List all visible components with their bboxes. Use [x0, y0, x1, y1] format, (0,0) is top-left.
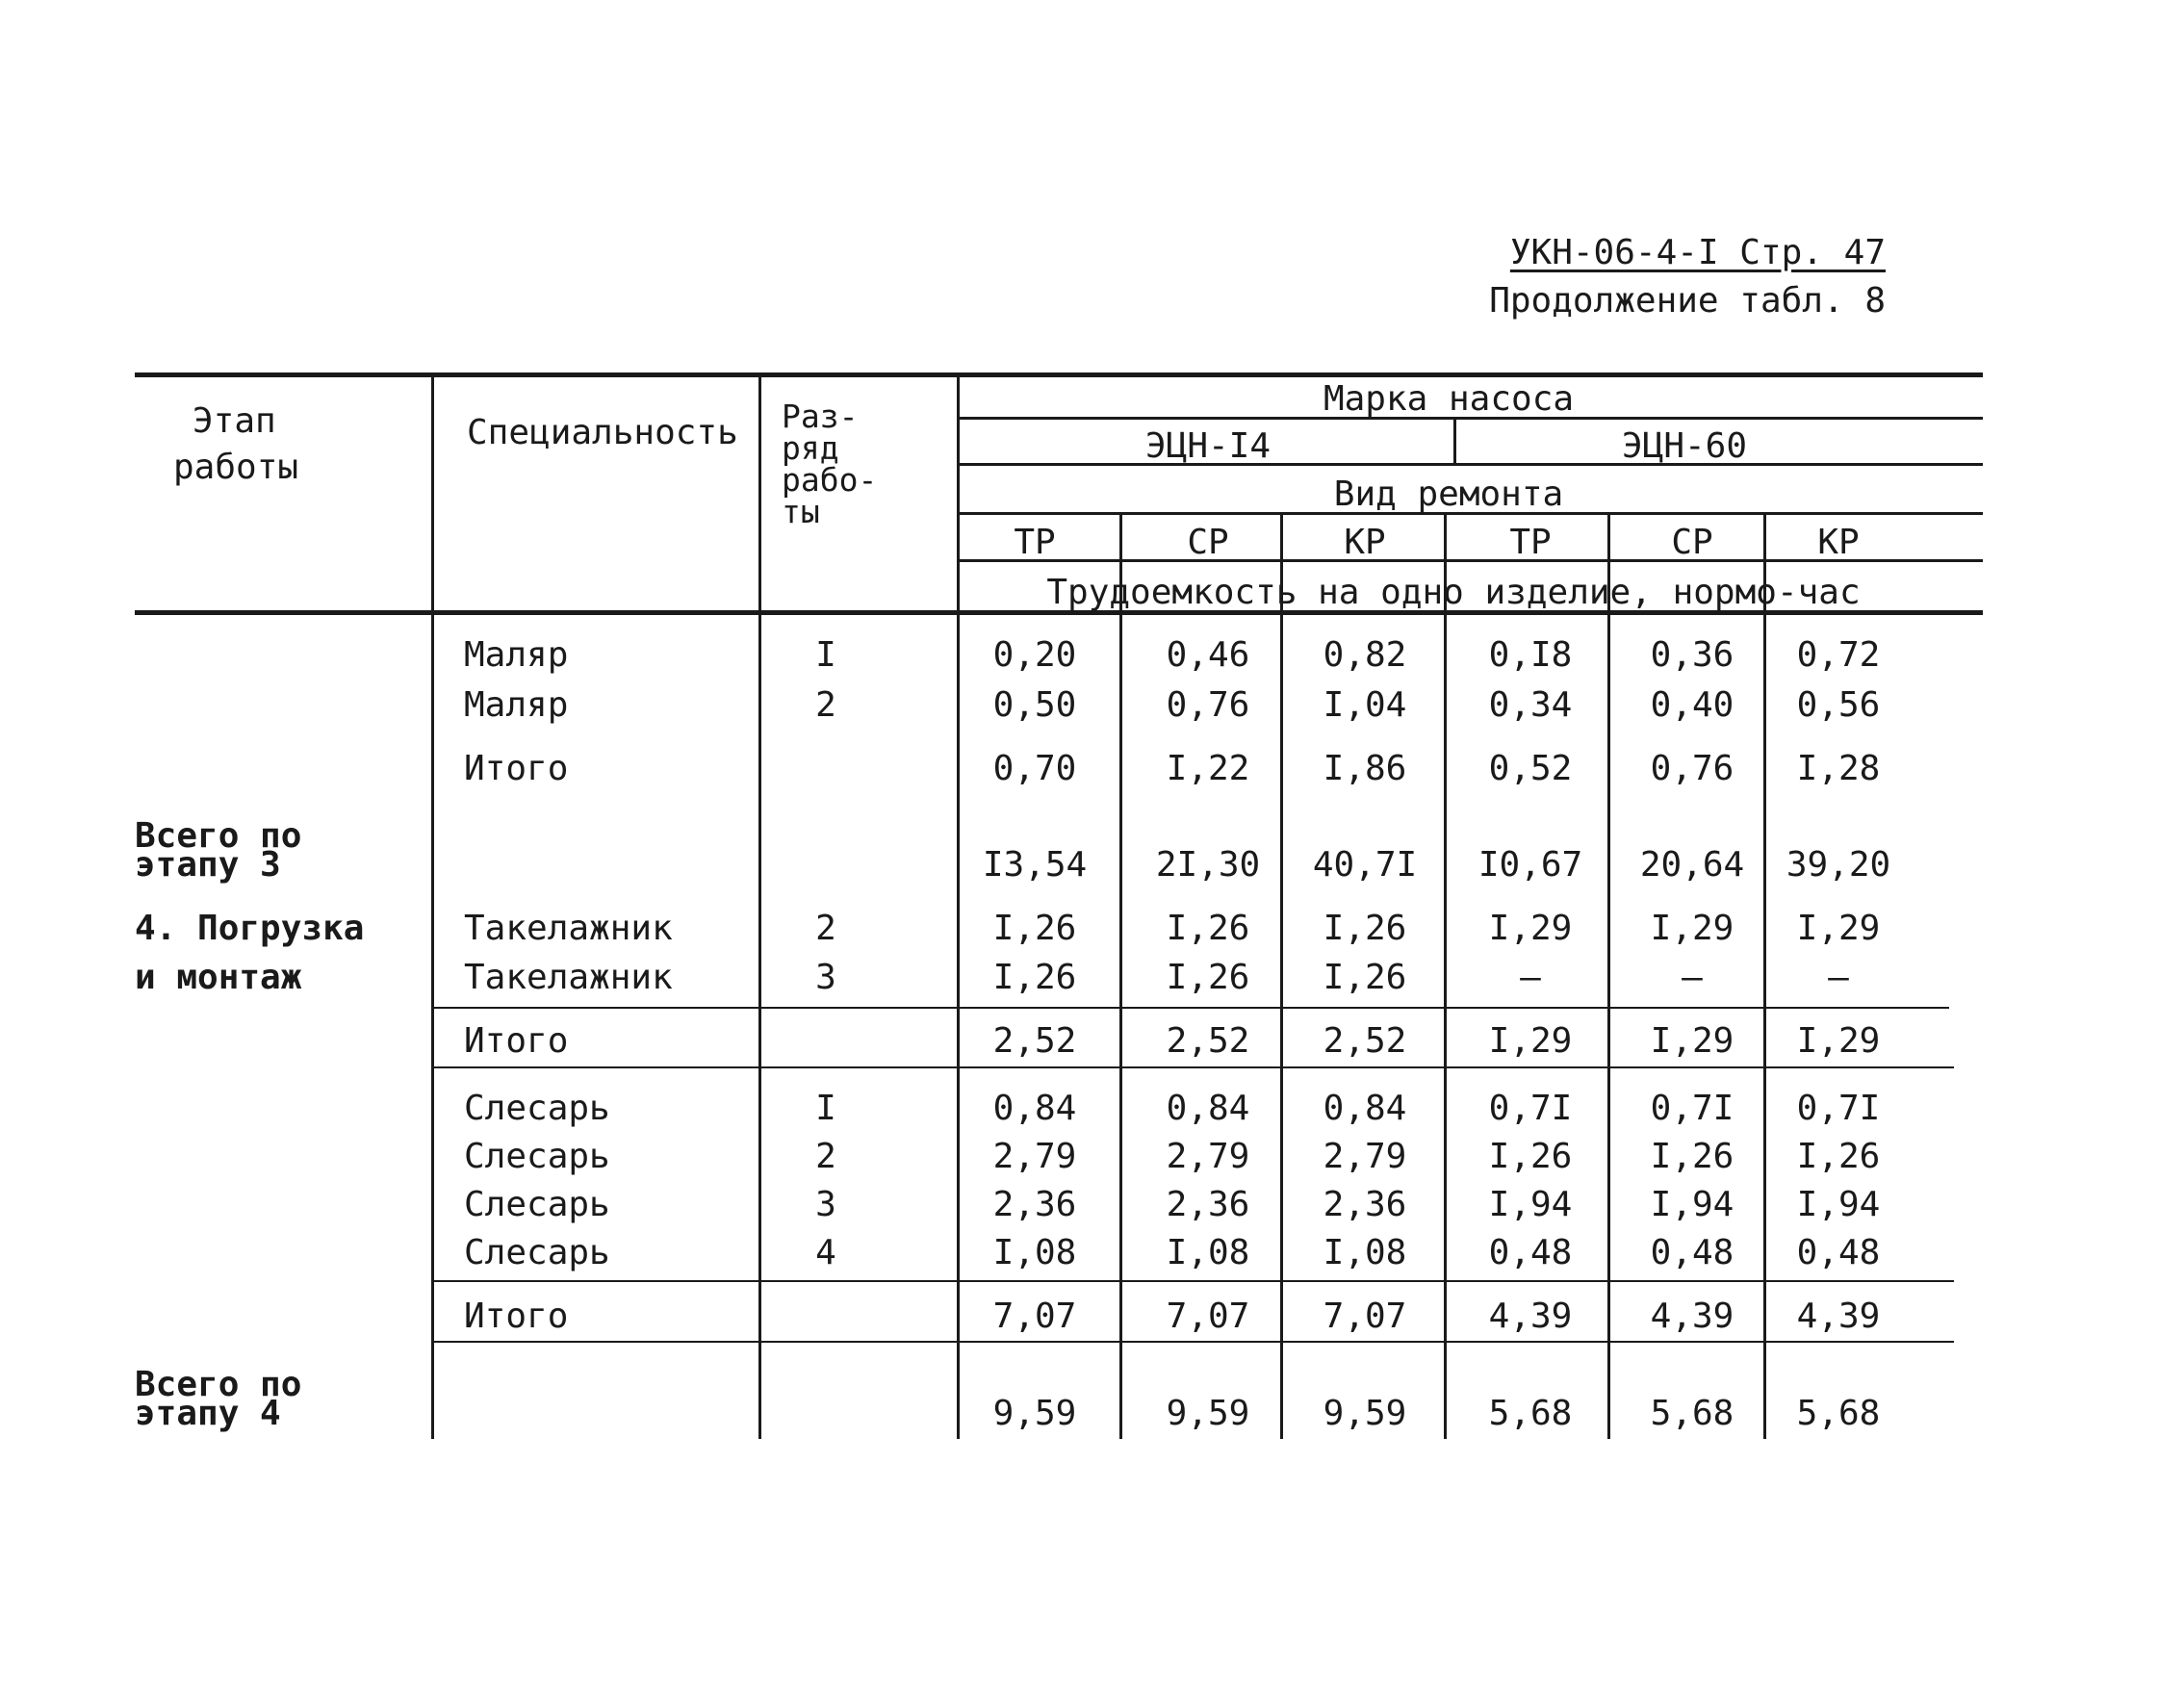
labor-value-cell: 0,76 — [1166, 685, 1250, 725]
labor-value-cell: 0,7I — [1650, 1089, 1734, 1128]
labor-value-cell: I,26 — [1796, 1137, 1881, 1176]
labor-value-cell: 2,36 — [992, 1185, 1077, 1224]
stage-total-label: этапу 4 — [135, 1394, 281, 1433]
specialty-column-divider — [431, 372, 434, 1439]
repair-code-header: ТР — [1509, 523, 1552, 562]
specialty-cell: Слесарь — [464, 1089, 610, 1128]
labor-value-cell: 0,82 — [1323, 635, 1407, 675]
labor-value-cell: I,22 — [1166, 749, 1250, 788]
grade-column-divider — [758, 372, 761, 1439]
labor-value-cell: I,26 — [992, 909, 1077, 948]
grade-header: ряд — [782, 429, 839, 467]
labor-value-cell: 9,59 — [1323, 1394, 1407, 1433]
labor-value-cell: 2,52 — [1323, 1021, 1407, 1061]
repair-code-header: КР — [1817, 523, 1860, 562]
grade-cell: 2 — [815, 1137, 836, 1176]
labor-value-cell: 4,39 — [1796, 1297, 1881, 1336]
labor-value-cell: 4,39 — [1488, 1297, 1573, 1336]
grade-cell: 2 — [815, 685, 836, 725]
pump-model-header: ЭЦН-I4 — [1144, 426, 1272, 466]
subtotal-rule-bottom — [431, 1066, 1954, 1068]
grade-cell: 3 — [815, 1185, 836, 1224]
specialty-cell: Итого — [464, 1297, 569, 1336]
labor-value-cell: 2,36 — [1323, 1185, 1407, 1224]
subtotal-rule-top — [431, 1280, 1954, 1282]
labor-value-cell: I,28 — [1796, 749, 1881, 788]
labor-value-cell: 2,79 — [992, 1137, 1077, 1176]
labor-value-cell: 0,I8 — [1488, 635, 1573, 675]
grade-cell: 4 — [815, 1233, 836, 1272]
labor-value-cell: 2,52 — [1166, 1021, 1250, 1061]
labor-value-cell: I,08 — [992, 1233, 1077, 1272]
repair-code-header: КР — [1344, 523, 1386, 562]
data-column-divider — [957, 372, 960, 1439]
labor-value-cell: 0,50 — [992, 685, 1077, 725]
labor-value-cell: I,04 — [1323, 685, 1407, 725]
stage-total-label: Всего по — [135, 816, 302, 856]
table-top-rule — [135, 372, 1983, 377]
labor-value-cell: 2,36 — [1166, 1185, 1250, 1224]
labor-value-cell: 0,56 — [1796, 685, 1881, 725]
labor-value-cell: I0,67 — [1477, 845, 1583, 885]
labor-value-cell: 4,39 — [1650, 1297, 1734, 1336]
specialty-cell: Слесарь — [464, 1185, 610, 1224]
pump-model-header: ЭЦН-60 — [1621, 426, 1748, 466]
grade-cell: 2 — [815, 909, 836, 948]
labor-value-cell: 5,68 — [1488, 1394, 1573, 1433]
labor-value-cell: – — [1828, 958, 1849, 997]
labor-value-cell: I,26 — [1323, 909, 1407, 948]
labor-value-cell: I,29 — [1796, 1021, 1881, 1061]
labor-value-cell: I,29 — [1650, 1021, 1734, 1061]
grade-header: рабо- — [782, 461, 878, 499]
labor-value-cell: I,94 — [1650, 1185, 1734, 1224]
labor-value-cell: 0,84 — [1166, 1089, 1250, 1128]
labor-value-cell: I,26 — [1166, 909, 1250, 948]
table-continuation-note: Продолжение табл. 8 — [1489, 281, 1886, 321]
stage-total-label: этапу 3 — [135, 845, 281, 885]
labor-value-cell: 2I,30 — [1155, 845, 1261, 885]
labor-value-cell: I,29 — [1488, 1021, 1573, 1061]
stage-header: работы — [173, 448, 299, 487]
labor-value-cell: 7,07 — [1323, 1297, 1407, 1336]
stage-total-label: Всего по — [135, 1365, 302, 1404]
labor-value-cell: I,26 — [1488, 1137, 1573, 1176]
stage-name: и монтаж — [135, 958, 302, 997]
labor-value-cell: – — [1520, 958, 1541, 997]
document-reference: УКН-06-4-I Стр. 47 — [1509, 233, 1886, 272]
labor-value-cell: 2,79 — [1166, 1137, 1250, 1176]
pump-brand-header: Марка насоса — [1323, 379, 1575, 419]
labor-value-cell: 7,07 — [992, 1297, 1077, 1336]
labor-value-cell: I,26 — [1323, 958, 1407, 997]
labor-value-cell: 40,7I — [1312, 845, 1418, 885]
labor-unit-header: Трудоемкость на одно изделие, нормо-час — [1046, 573, 1861, 612]
labor-value-cell: I,26 — [1650, 1137, 1734, 1176]
specialty-header: Специальность — [467, 413, 738, 452]
labor-value-cell: 0,48 — [1796, 1233, 1881, 1272]
labor-value-cell: 0,7I — [1488, 1089, 1573, 1128]
labor-value-cell: 0,40 — [1650, 685, 1734, 725]
specialty-cell: Такелажник — [464, 958, 673, 997]
labor-value-cell: 7,07 — [1166, 1297, 1250, 1336]
labor-value-cell: 0,76 — [1650, 749, 1734, 788]
grade-cell: I — [815, 1089, 836, 1128]
labor-value-cell: 0,7I — [1796, 1089, 1881, 1128]
value-column-divider — [1280, 610, 1283, 1439]
labor-value-cell: 5,68 — [1796, 1394, 1881, 1433]
specialty-cell: Маляр — [464, 685, 569, 725]
value-column-divider — [1607, 610, 1610, 1439]
grade-header: Раз- — [782, 398, 859, 435]
specialty-cell: Маляр — [464, 635, 569, 675]
labor-value-cell: 0,84 — [1323, 1089, 1407, 1128]
labor-value-cell: I,08 — [1323, 1233, 1407, 1272]
labor-value-cell: 9,59 — [1166, 1394, 1250, 1433]
specialty-cell: Итого — [464, 1021, 569, 1061]
labor-value-cell: – — [1682, 958, 1703, 997]
labor-value-cell: 0,34 — [1488, 685, 1573, 725]
grade-header: ты — [782, 493, 820, 530]
pump-model-divider — [1453, 417, 1456, 463]
stage-name: 4. Погрузка — [135, 909, 365, 948]
labor-value-cell: 0,52 — [1488, 749, 1573, 788]
labor-value-cell: I,94 — [1796, 1185, 1881, 1224]
value-column-divider — [1119, 610, 1122, 1439]
repair-code-header: СР — [1187, 523, 1229, 562]
subtotal-rule-bottom — [431, 1341, 1954, 1343]
labor-value-cell: I,29 — [1488, 909, 1573, 948]
labor-value-cell: 2,79 — [1323, 1137, 1407, 1176]
labor-value-cell: I3,54 — [982, 845, 1088, 885]
grade-cell: I — [815, 635, 836, 675]
repair-type-header: Вид ремонта — [1333, 475, 1564, 514]
labor-value-cell: 0,72 — [1796, 635, 1881, 675]
labor-value-cell: 39,20 — [1786, 845, 1891, 885]
stage-header: Этап — [193, 401, 276, 441]
specialty-cell: Слесарь — [464, 1137, 610, 1176]
labor-value-cell: I,86 — [1323, 749, 1407, 788]
labor-value-cell: 0,84 — [992, 1089, 1077, 1128]
labor-value-cell: 0,20 — [992, 635, 1077, 675]
labor-value-cell: I,94 — [1488, 1185, 1573, 1224]
labor-value-cell: 5,68 — [1650, 1394, 1734, 1433]
labor-value-cell: 0,36 — [1650, 635, 1734, 675]
repair-code-header: ТР — [1014, 523, 1056, 562]
grade-cell: 3 — [815, 958, 836, 997]
pump-model-rule — [957, 463, 1983, 466]
specialty-cell: Такелажник — [464, 909, 673, 948]
labor-value-cell: 0,70 — [992, 749, 1077, 788]
labor-value-cell: I,29 — [1650, 909, 1734, 948]
specialty-cell: Итого — [464, 749, 569, 788]
labor-value-cell: 2,52 — [992, 1021, 1077, 1061]
labor-value-cell: 0,48 — [1650, 1233, 1734, 1272]
labor-value-cell: 20,64 — [1639, 845, 1745, 885]
repair-code-header: СР — [1671, 523, 1713, 562]
labor-value-cell: I,26 — [992, 958, 1077, 997]
labor-value-cell: I,08 — [1166, 1233, 1250, 1272]
specialty-cell: Слесарь — [464, 1233, 610, 1272]
labor-value-cell: 0,46 — [1166, 635, 1250, 675]
labor-value-cell: 0,48 — [1488, 1233, 1573, 1272]
subtotal-rule-top — [431, 1007, 1949, 1009]
labor-value-cell: I,26 — [1166, 958, 1250, 997]
value-column-divider — [1444, 610, 1447, 1439]
labor-value-cell: 9,59 — [992, 1394, 1077, 1433]
value-column-divider — [1763, 610, 1766, 1439]
labor-value-cell: I,29 — [1796, 909, 1881, 948]
